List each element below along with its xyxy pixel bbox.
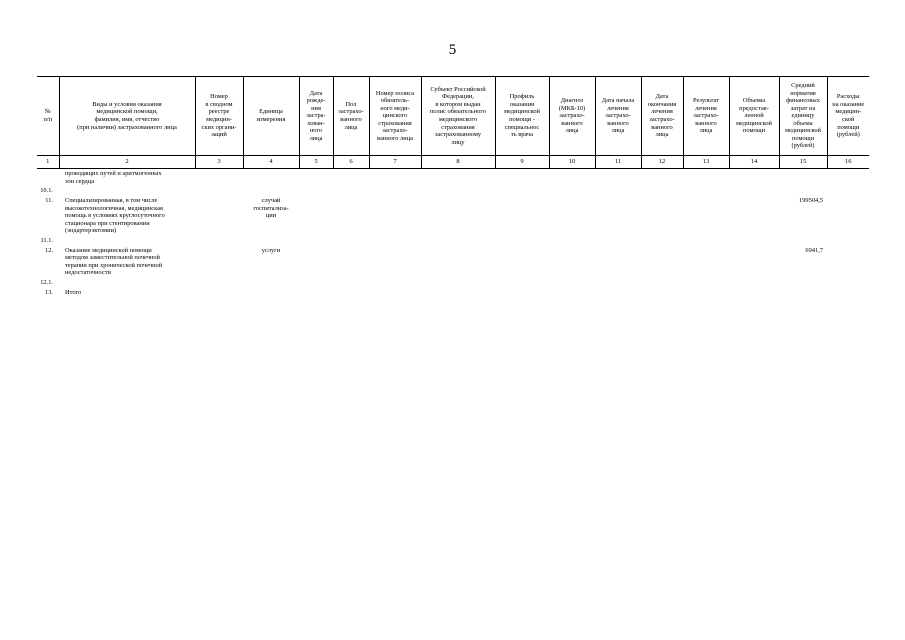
column-header [595, 77, 641, 156]
row-avg-cost [779, 236, 827, 246]
row-unit [243, 278, 299, 288]
column-header [729, 77, 779, 156]
column-header [641, 77, 683, 156]
row-service-name: проводящих путей и аритмогенных зон сердца [65, 170, 162, 185]
row-service-name [59, 186, 195, 196]
row-unit [243, 186, 299, 196]
table-row [37, 196, 869, 236]
table-row [37, 278, 869, 288]
column-number: 6 [333, 156, 369, 169]
column-number: 16 [827, 156, 869, 169]
column-number: 9 [495, 156, 549, 169]
column-number-row [37, 156, 869, 169]
column-header [195, 77, 243, 156]
column-number: 4 [243, 156, 299, 169]
column-header-text: № п/п [43, 108, 53, 123]
row-unit [243, 169, 299, 187]
row-number: 10.1. [40, 187, 53, 195]
table-row [37, 246, 869, 278]
column-header [421, 77, 495, 156]
column-header [59, 77, 195, 156]
column-header [333, 77, 369, 156]
column-header-text: Объемы предостав- ленной медицинской помощи [736, 97, 772, 135]
column-number: 5 [299, 156, 333, 169]
row-avg-cost [779, 288, 827, 298]
column-number: 3 [195, 156, 243, 169]
column-header [683, 77, 729, 156]
column-header [369, 77, 421, 156]
column-header [827, 77, 869, 156]
column-header-text: Дата окончания лечения застрахо- ванного лица [647, 93, 677, 139]
page-number: 5 [448, 42, 457, 58]
table-row [37, 236, 869, 246]
column-number: 1 [37, 156, 59, 169]
column-header-text: Дата рожде- ния застра- хован- ного лица [306, 89, 326, 142]
column-header [37, 77, 59, 156]
row-unit [243, 236, 299, 246]
row-unit: случай госпитализа- ции [253, 197, 289, 220]
column-header-text: Номер полиса обязатель- ного меди- цинского страхования застрахо- ванного лица [375, 89, 415, 142]
column-header-text: Дата начала лечения застрахо- ванного лица [601, 97, 635, 135]
row-avg-cost: 6941,7 [805, 246, 823, 254]
table-header-row [37, 77, 869, 156]
row-avg-cost [779, 278, 827, 288]
row-number: 11.1. [40, 236, 53, 244]
row-number: 13. [45, 289, 53, 297]
table-row [37, 169, 869, 187]
column-header-text: Профиль оказания медицинской помощи - специальнос ть врача [504, 93, 540, 139]
column-header-text: Единица измерения [256, 108, 286, 123]
column-header [243, 77, 299, 156]
column-header-text: Диагноз (МКБ-10) застрахо- ванного лица [558, 97, 586, 135]
column-number: 10 [549, 156, 595, 169]
column-header-text: Пол застрахо- ванного лица [338, 100, 364, 131]
column-number: 14 [729, 156, 779, 169]
column-number: 13 [683, 156, 729, 169]
expenses-table [37, 76, 869, 298]
column-number: 11 [595, 156, 641, 169]
column-header-text: Номер в сводном реестре медицин- ских органи- заций [201, 93, 237, 139]
column-header-text: Виды и условия оказания медицинской помощи, фамилия, имя, отчество (при наличии) застрахованного лица [77, 100, 177, 131]
column-header [779, 77, 827, 156]
row-avg-cost [779, 169, 827, 187]
row-avg-cost [779, 186, 827, 196]
column-number: 15 [779, 156, 827, 169]
column-header-text: Расходы на оказание медицин- ской помощи (рублей) [832, 93, 865, 139]
row-number [37, 169, 59, 187]
row-avg-cost: 199504,5 [799, 197, 823, 205]
column-number: 7 [369, 156, 421, 169]
row-service-name [59, 278, 195, 288]
row-number: 12. [45, 246, 53, 254]
row-service-name: Итого [65, 289, 82, 297]
row-number: 11. [45, 197, 53, 205]
row-unit: услуги [261, 246, 281, 254]
row-service-name: Специализированная, в том числе высокотехнологичная, медицинская помощь в условиях круглосуточного стационара при стентировании (эндартерэктомии) [65, 197, 165, 235]
row-number: 12.1. [40, 279, 53, 287]
column-header [495, 77, 549, 156]
row-unit [243, 288, 299, 298]
column-header [299, 77, 333, 156]
column-number: 2 [59, 156, 195, 169]
column-number: 8 [421, 156, 495, 169]
table-row [37, 186, 869, 196]
column-header-text: Средний норматив финансовых затрат на единицу объема медицинской помощи (рублей) [785, 82, 821, 150]
row-service-name [59, 236, 195, 246]
column-header [549, 77, 595, 156]
table-row [37, 288, 869, 298]
column-header-text: Результат лечения застрахо- ванного лица [693, 97, 719, 135]
row-service-name: Оказание медицинской помощи методом заместительной почечной терапии при хронической почечной недостаточности [65, 246, 163, 277]
column-number: 12 [641, 156, 683, 169]
column-header-text: Субъект Российской Федерации, в котором выдан полис обязательного медицинского страхования застрахованному лицу [429, 85, 486, 146]
